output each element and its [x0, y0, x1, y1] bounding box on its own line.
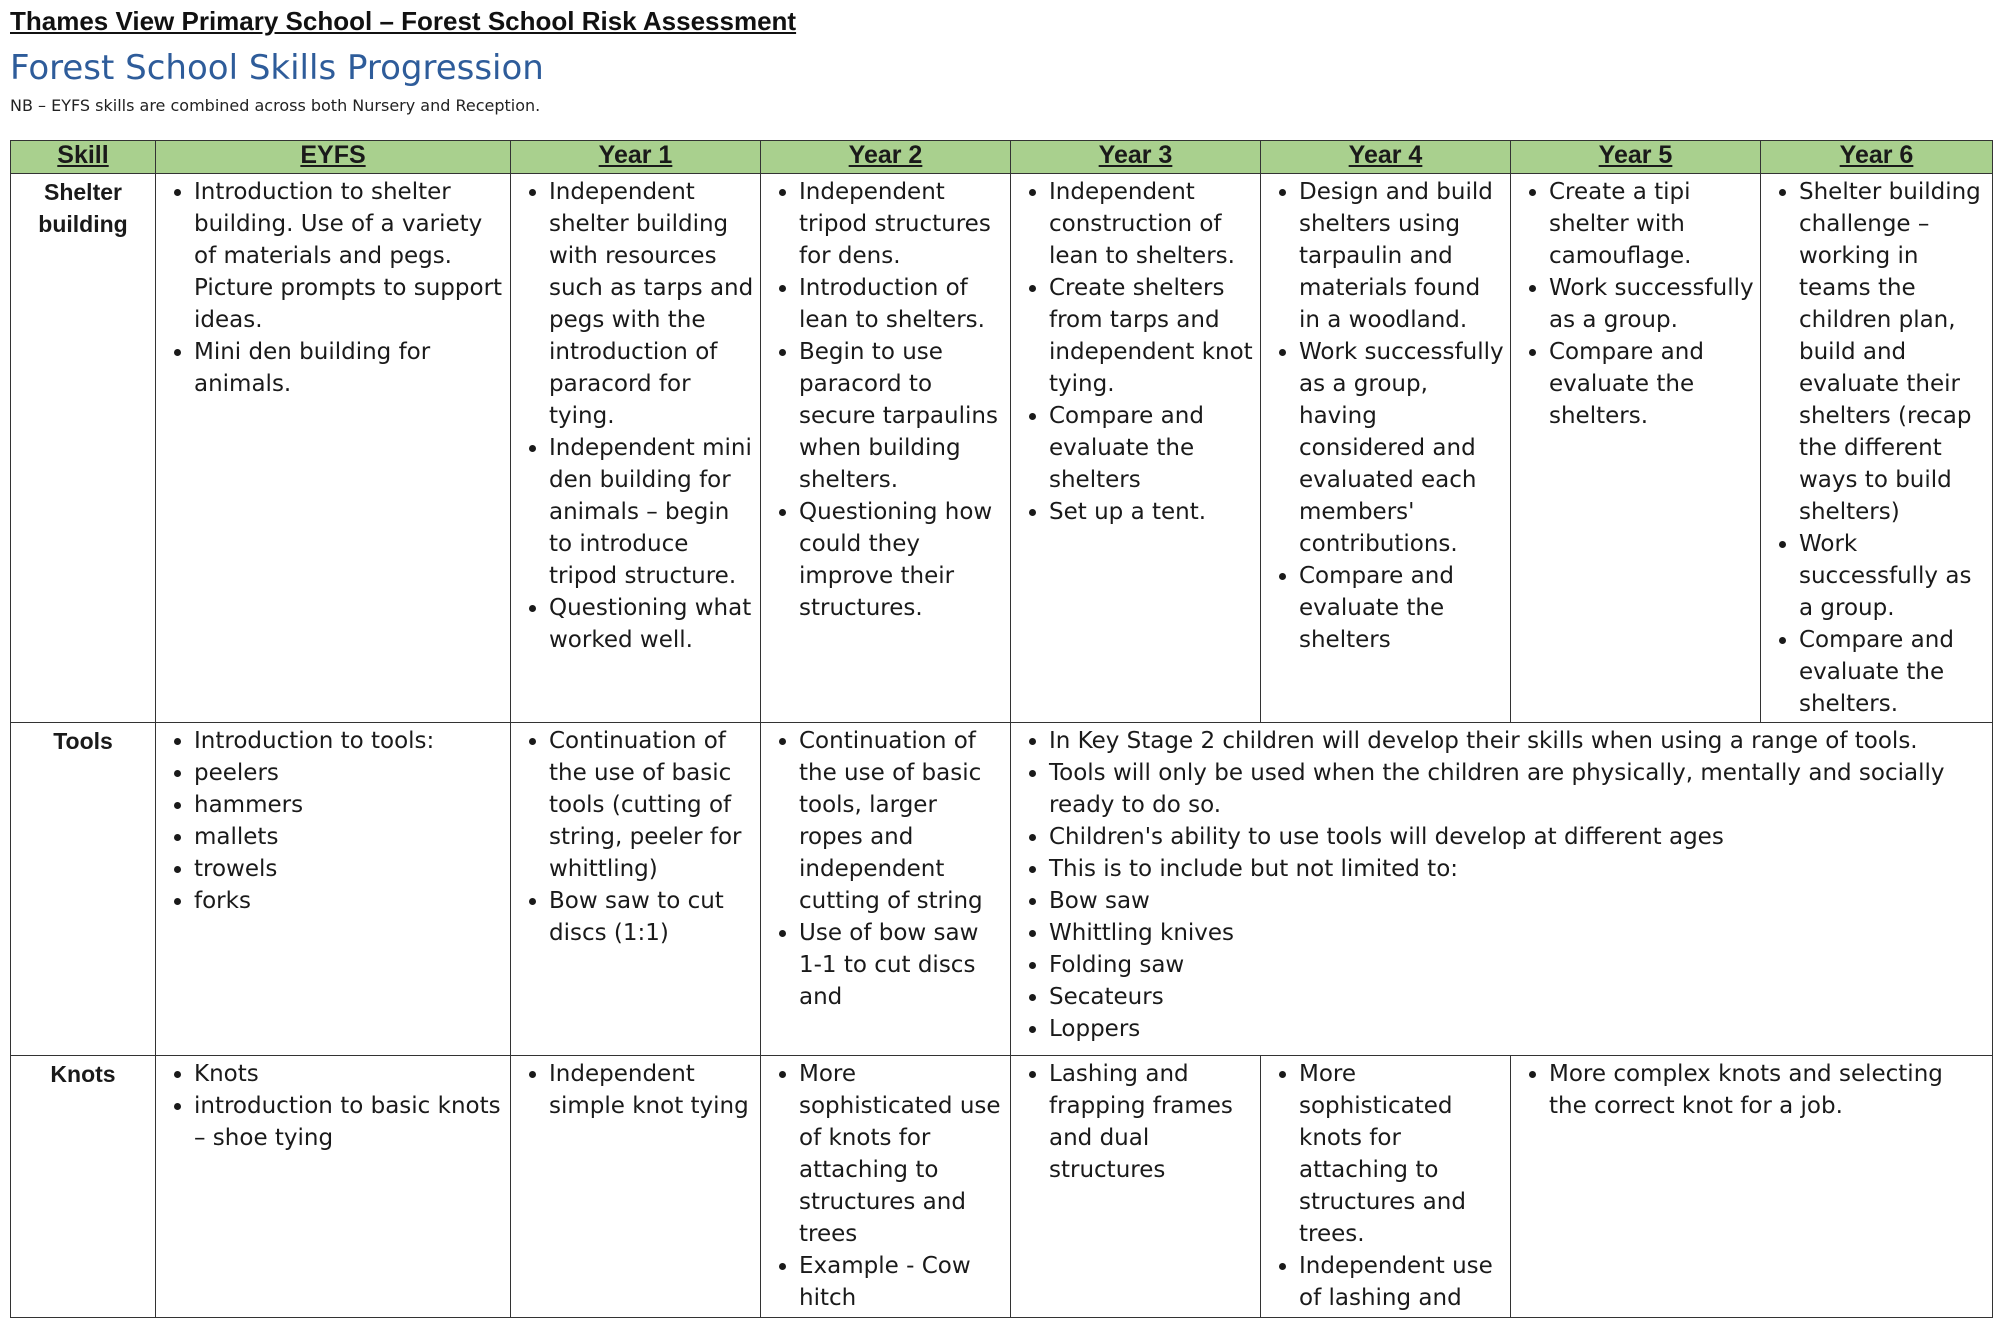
skill-label: Knots: [11, 1056, 156, 1318]
bullet-list: [767, 176, 1004, 624]
header-year-3: Year 3: [1011, 141, 1261, 174]
bullet-item: • Lashing and frapping frames and dual structures: [1049, 1058, 1254, 1186]
bullet-item: • Compare and evaluate the shelters: [1049, 400, 1254, 496]
bullet-item: • Work successfully as a group.: [1549, 272, 1754, 336]
cell-year-5-6: [1511, 1056, 1993, 1318]
cell-key-stage-2: [1011, 723, 1993, 1056]
bullet-item: • Whittling knives: [1049, 917, 1986, 949]
row-shelter-building: [11, 174, 1993, 723]
cell-year-4: [1261, 174, 1511, 723]
bullet-list: [162, 176, 504, 400]
header-year-4: Year 4: [1261, 141, 1511, 174]
skill-label: Shelter building: [11, 174, 156, 723]
bullet-item: • Introduction to tools:: [194, 725, 504, 757]
bullet-item: • trowels: [194, 853, 504, 885]
bullet-item: • Bow saw: [1049, 885, 1986, 917]
bullet-list: [1767, 176, 1986, 720]
cell-year-3: [1011, 1056, 1261, 1318]
bullet-item: • Bow saw to cut discs (1:1): [549, 885, 754, 949]
bullet-item: • Children's ability to use tools will develop at different ages: [1049, 821, 1986, 853]
bullet-item: • Secateurs: [1049, 981, 1986, 1013]
bullet-item: • Begin to use paracord to secure tarpaulins when building shelters.: [799, 336, 1004, 496]
bullet-item: • Compare and evaluate the shelters.: [1799, 624, 1986, 720]
cell-eyfs: [156, 723, 511, 1056]
bullet-list: [1517, 1058, 1986, 1122]
bullet-item: • Loppers: [1049, 1013, 1986, 1045]
bullet-item: • Set up a tent.: [1049, 496, 1254, 528]
bullet-list: [1517, 176, 1754, 432]
bullet-list: [1017, 725, 1986, 1045]
bullet-item: • Design and build shelters using tarpaulin and materials found in a woodland.: [1299, 176, 1504, 336]
header-year-6: Year 6: [1761, 141, 1993, 174]
cell-year-5: [1511, 174, 1761, 723]
bullet-item: • Continuation of the use of basic tools, larger ropes and independent cutting of string: [799, 725, 1004, 917]
bullet-item: • Continuation of the use of basic tools (cutting of string, peeler for whittling): [549, 725, 754, 885]
bullet-item: • Mini den building for animals.: [194, 336, 504, 400]
header-year-5: Year 5: [1511, 141, 1761, 174]
cell-year-2: [761, 1056, 1011, 1318]
bullet-item: • Tools will only be used when the children are physically, mentally and socially ready to do so.: [1049, 757, 1986, 821]
bullet-item: • hammers: [194, 789, 504, 821]
header-year-2: Year 2: [761, 141, 1011, 174]
cell-year-6: [1761, 174, 1993, 723]
bullet-list: [1267, 1058, 1504, 1314]
cell-year-3: [1011, 174, 1261, 723]
bullet-list: [517, 725, 754, 949]
bullet-item: • Create a tipi shelter with camouflage.: [1549, 176, 1754, 272]
row-knots: [11, 1056, 1993, 1318]
cell-year-1: [511, 174, 761, 723]
bullet-list: [1267, 176, 1504, 656]
bullet-item: • More sophisticated knots for attaching to structures and trees.: [1299, 1058, 1504, 1250]
cell-year-1: [511, 1056, 761, 1318]
bullet-item: • Compare and evaluate the shelters.: [1549, 336, 1754, 432]
bullet-item: • Introduction of lean to shelters.: [799, 272, 1004, 336]
document-title: Thames View Primary School – Forest School Risk Assessment: [10, 6, 797, 36]
cell-eyfs: [156, 1056, 511, 1318]
bullet-list: [162, 1058, 504, 1154]
eyfs-note: NB – EYFS skills are combined across both Nursery and Reception.: [10, 96, 541, 115]
skills-progression-table: [10, 140, 1993, 1318]
row-tools: [11, 723, 1993, 1056]
bullet-item: • forks: [194, 885, 504, 917]
bullet-item: • More sophisticated use of knots for attaching to structures and trees: [799, 1058, 1004, 1250]
bullet-list: [517, 176, 754, 656]
bullet-list: [162, 725, 504, 917]
bullet-item: • In Key Stage 2 children will develop their skills when using a range of tools.: [1049, 725, 1986, 757]
bullet-item: • Questioning what worked well.: [549, 592, 754, 656]
bullet-item: • peelers: [194, 757, 504, 789]
bullet-item: • This is to include but not limited to:: [1049, 853, 1986, 885]
header-skill: Skill: [11, 141, 156, 174]
bullet-item: • Independent simple knot tying: [549, 1058, 754, 1122]
bullet-item: • Independent construction of lean to shelters.: [1049, 176, 1254, 272]
bullet-item: • Knots: [194, 1058, 504, 1090]
header-eyfs: EYFS: [156, 141, 511, 174]
bullet-list: [767, 725, 1004, 1013]
cell-eyfs: [156, 174, 511, 723]
bullet-item: • Compare and evaluate the shelters: [1299, 560, 1504, 656]
bullet-item: • More complex knots and selecting the correct knot for a job.: [1549, 1058, 1986, 1122]
bullet-item: • introduction to basic knots – shoe tying: [194, 1090, 504, 1154]
bullet-item: • Questioning how could they improve their structures.: [799, 496, 1004, 624]
bullet-item: • Create shelters from tarps and independent knot tying.: [1049, 272, 1254, 400]
bullet-item: • Folding saw: [1049, 949, 1986, 981]
bullet-list: [1017, 176, 1254, 528]
cell-year-4: [1261, 1056, 1511, 1318]
bullet-item: • Independent use of lashing and: [1299, 1250, 1504, 1314]
bullet-list: [767, 1058, 1004, 1314]
bullet-item: • Independent tripod structures for dens.: [799, 176, 1004, 272]
bullet-list: [517, 1058, 754, 1122]
bullet-item: • Introduction to shelter building. Use of a variety of materials and pegs. Picture prompts to support ideas.: [194, 176, 504, 336]
bullet-item: • Independent shelter building with resources such as tarps and pegs with the introduction of paracord for tying.: [549, 176, 754, 432]
bullet-item: • Example - Cow hitch: [799, 1250, 1004, 1314]
header-row: [11, 141, 1993, 174]
bullet-item: • Shelter building challenge – working in teams the children plan, build and evaluate their shelters (recap the different ways to build shelters): [1799, 176, 1986, 528]
cell-year-2: [761, 174, 1011, 723]
cell-year-2: [761, 723, 1011, 1056]
bullet-item: • mallets: [194, 821, 504, 853]
bullet-list: [1017, 1058, 1254, 1186]
cell-year-1: [511, 723, 761, 1056]
skill-label: Tools: [11, 723, 156, 1056]
bullet-item: • Independent mini den building for animals – begin to introduce tripod structure.: [549, 432, 754, 592]
bullet-item: • Work successfully as a group, having considered and evaluated each members' contributions.: [1299, 336, 1504, 560]
section-title: Forest School Skills Progression: [10, 48, 544, 88]
header-year-1: Year 1: [511, 141, 761, 174]
bullet-item: • Work successfully as a group.: [1799, 528, 1986, 624]
bullet-item: • Use of bow saw 1-1 to cut discs and: [799, 917, 1004, 1013]
